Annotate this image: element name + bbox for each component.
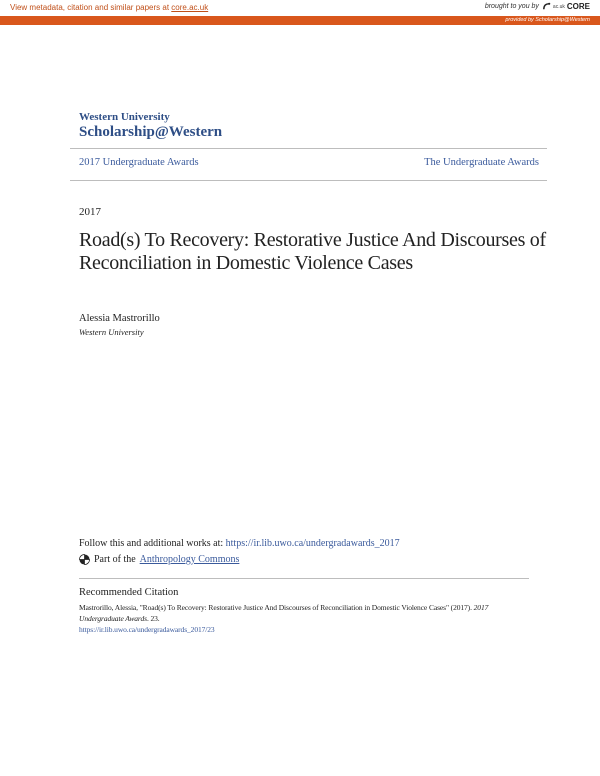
core-logo[interactable] <box>542 2 590 11</box>
paper-title: Road(s) To Recovery: Restorative Justice And Discourses of Reconciliation in Domestic Violence Cases <box>79 229 546 274</box>
core-metadata-notice <box>10 3 208 12</box>
collection-url-link[interactable]: https://ir.lib.uwo.ca/undergradawards_2017 <box>225 538 400 549</box>
recommended-citation-heading: Recommended Citation <box>79 587 179 598</box>
core-attribution <box>485 2 590 11</box>
breadcrumb-series-link[interactable]: The Undergraduate Awards <box>424 157 539 168</box>
breadcrumb-collection-link[interactable]: 2017 Undergraduate Awards <box>79 157 199 168</box>
repository-name: Scholarship@Western <box>79 124 223 140</box>
commons-icon <box>79 554 90 565</box>
core-link[interactable]: core.ac.uk <box>171 3 209 12</box>
citation-text: Mastrorillo, Alessia, "Road(s) To Recovery: Restorative Justice And Discourses of Reconciliation in Domestic Violence Cases" (2017). <box>79 603 472 612</box>
part-of-line <box>79 554 239 565</box>
header-divider-top <box>70 148 547 149</box>
institution-name: Western University <box>79 111 170 123</box>
core-swirl-icon <box>542 2 551 11</box>
breadcrumb <box>79 157 539 168</box>
follow-line <box>79 538 400 549</box>
publication-year: 2017 <box>79 206 101 218</box>
core-notice-text: View metadata, citation and similar papers at <box>10 3 170 12</box>
header-divider-bottom <box>70 180 547 181</box>
citation-url-link[interactable]: https://ir.lib.uwo.ca/undergradawards_2017/23 <box>79 625 215 634</box>
author-affiliation: Western University <box>79 327 144 337</box>
brought-by-text: brought to you by <box>484 3 539 10</box>
part-of-text: Part of the <box>94 554 136 565</box>
anthropology-commons-link[interactable]: Anthropology Commons <box>139 554 240 565</box>
follow-text: Follow this and additional works at: <box>79 538 224 549</box>
provided-by-text: provided by Scholarship@Western <box>505 17 590 23</box>
citation-suffix: . 23. <box>146 614 160 623</box>
core-logo-word: CORE <box>566 2 590 11</box>
citation-block <box>79 602 529 635</box>
repository-brand[interactable] <box>79 111 222 141</box>
core-banner <box>0 0 600 16</box>
core-logo-sub: ac.uk <box>552 3 565 10</box>
provider-strip <box>0 16 600 25</box>
author-name: Alessia Mastrorillo <box>79 313 160 324</box>
citation-journal: 2017 Undergraduate Awards <box>79 603 489 623</box>
citation-divider <box>79 578 529 579</box>
